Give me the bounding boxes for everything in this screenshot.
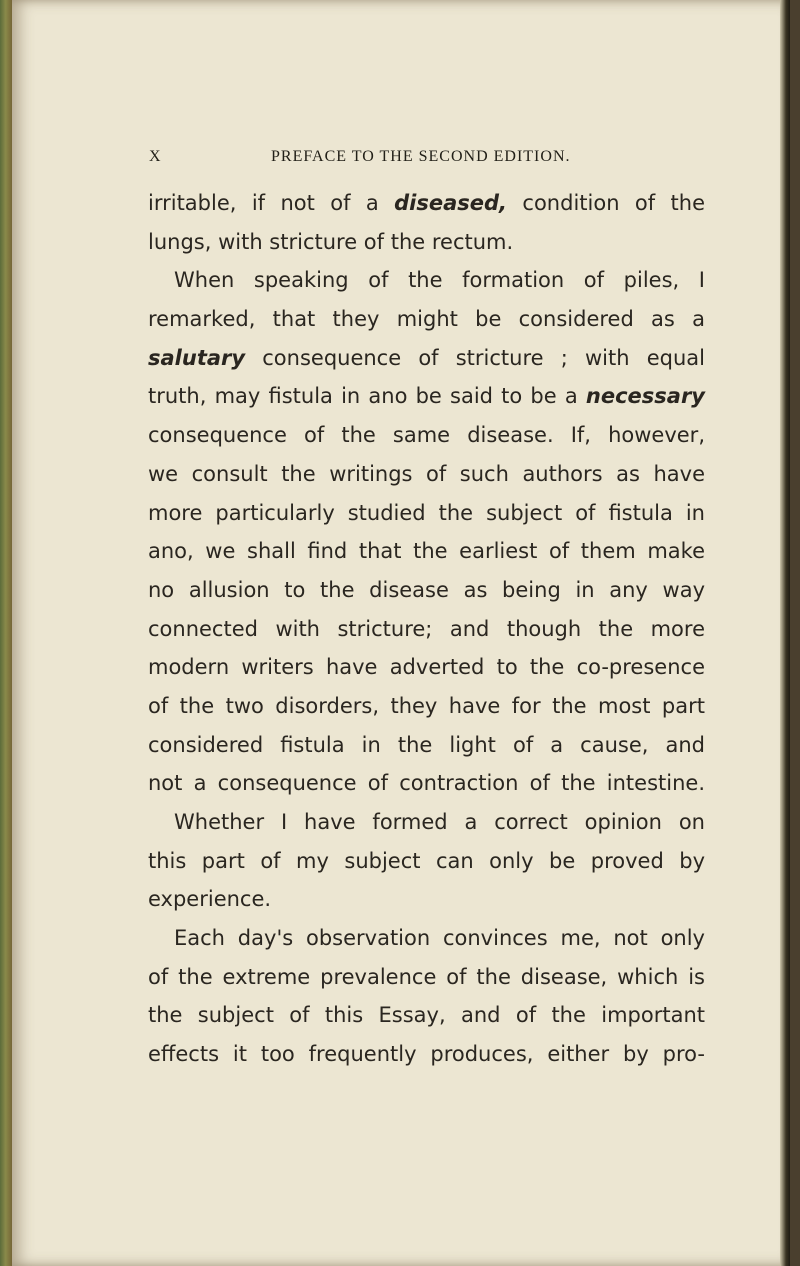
text-line: ano, we shall find that the earliest of them make — [148, 539, 705, 564]
text-line: experience. — [148, 887, 272, 912]
text-line: modern writers have adverted to the co-presence — [148, 655, 705, 680]
running-header — [174, 148, 604, 166]
text-line: When speaking of the formation of piles, I — [174, 268, 705, 293]
text-line: lungs, with stricture of the rectum. — [148, 229, 514, 254]
text-line: considered fistula in the light of a cause, and — [148, 732, 705, 757]
text-line: this part of my subject can only be proved by — [148, 848, 705, 873]
page-edge-right — [780, 0, 790, 1266]
text-line: connected with stricture; and though the more — [148, 616, 705, 641]
page-folio: X — [149, 148, 161, 165]
text-line: effects it too frequently produces, either by pro- — [148, 1042, 705, 1067]
text-line: truth, may fistula in ano be said to be a necessary — [148, 384, 705, 409]
text-line: we consult the writings of such authors as have — [148, 461, 705, 486]
text-line: Each day's observation convinces me, not only — [174, 926, 705, 951]
text-line: of the extreme prevalence of the disease, which is — [148, 964, 705, 989]
text-line: consequence of the same disease. If, however, — [148, 423, 705, 448]
body-text — [148, 184, 705, 1074]
text-line: the subject of this Essay, and of the important — [148, 1003, 705, 1028]
text-line: of the two disorders, they have for the most part — [148, 693, 705, 718]
text-line: salutary consequence of stricture ; with equal — [148, 345, 705, 370]
text-line: no allusion to the disease as being in any way — [148, 577, 705, 602]
text-line: irritable, if not of a diseased, condition of the — [148, 191, 705, 215]
text-line: more particularly studied the subject of fistula in — [148, 500, 705, 525]
text-line: Whether I have formed a correct opinion on — [174, 810, 705, 834]
text-line: remarked, that they might be considered as a — [148, 307, 705, 332]
text-line: not a consequence of contraction of the intestine. — [148, 771, 705, 796]
running-header-title: PREFACE TO THE SECOND EDITION. — [271, 148, 571, 165]
